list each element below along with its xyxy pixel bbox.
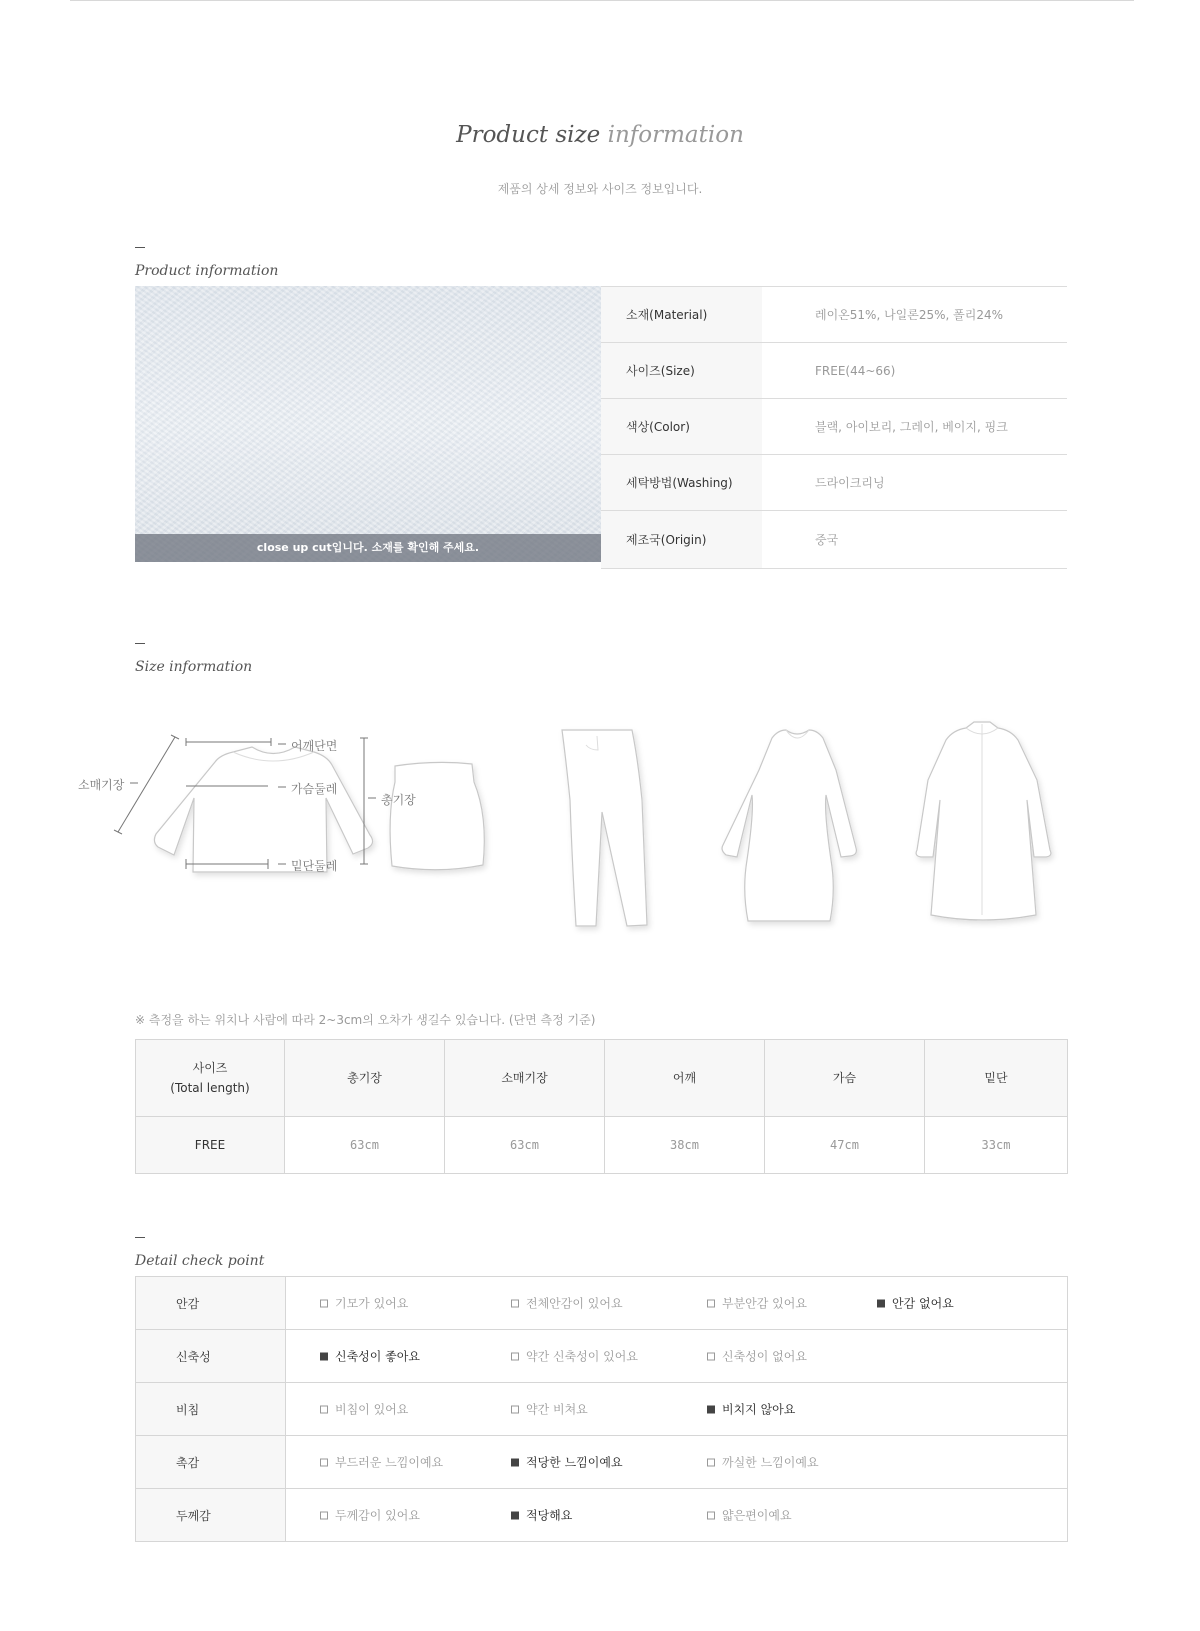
check-option (320, 1348, 420, 1365)
sweater-icon (154, 747, 372, 872)
option-text: 약간 비쳐요 (526, 1402, 588, 1417)
row-label: FREE (136, 1117, 285, 1174)
pants-icon (562, 730, 647, 926)
top-divider (70, 0, 1134, 1)
option-text: 까실한 느낌이예요 (722, 1455, 819, 1470)
check-label: 촉감 (136, 1436, 286, 1489)
option-text: 적당한 느낌이예요 (526, 1455, 623, 1470)
info-row-color (601, 399, 1067, 455)
option-text: 두께감이 있어요 (335, 1508, 420, 1523)
check-options (286, 1277, 1068, 1330)
size-header-line2: (Total length) (170, 1081, 250, 1095)
info-value: 레이온51%, 나일론25%, 폴리24% (762, 287, 1067, 343)
check-option (511, 1295, 623, 1312)
check-row-texture (136, 1436, 1068, 1489)
heading-dash (135, 643, 145, 644)
check-label: 비침 (136, 1383, 286, 1436)
check-option (511, 1507, 572, 1524)
value-total: 63cm (285, 1117, 445, 1174)
checkbox-icon (877, 1299, 885, 1307)
detail-check-label: Detail check point (135, 1253, 265, 1269)
check-options (286, 1383, 1068, 1436)
info-label: 사이즈(Size) (601, 343, 762, 399)
info-label: 소재(Material) (601, 287, 762, 343)
info-row-washing (601, 455, 1067, 511)
checkbox-icon (320, 1511, 328, 1519)
checkbox-icon (511, 1458, 519, 1466)
info-value: FREE(44~66) (762, 343, 1067, 399)
option-text: 기모가 있어요 (335, 1296, 409, 1311)
checkbox-icon (320, 1405, 328, 1413)
page-title (0, 122, 1200, 148)
check-row-thickness (136, 1489, 1068, 1542)
value-hem: 33cm (925, 1117, 1068, 1174)
coat-icon (916, 722, 1051, 920)
check-option (707, 1454, 819, 1471)
check-option (511, 1401, 588, 1418)
closeup-caption: close up cut입니다. 소재를 확인해 주세요. (135, 534, 601, 562)
garment-illustrations (70, 700, 1134, 960)
check-options (286, 1489, 1068, 1542)
value-sleeve: 63cm (445, 1117, 605, 1174)
product-info-table (601, 286, 1067, 569)
measurement-note: ※ 측정을 하는 위치나 사람에 따라 2~3cm의 오차가 생길수 있습니다. (단면 측정 기준) (135, 1013, 596, 1027)
option-text: 비침이 있어요 (335, 1402, 409, 1417)
detail-check-table (135, 1276, 1068, 1542)
col-header-hem: 밑단 (925, 1040, 1068, 1117)
info-value: 블랙, 아이보리, 그레이, 베이지, 핑크 (762, 399, 1067, 455)
checkbox-icon (511, 1352, 519, 1360)
check-row-lining (136, 1277, 1068, 1330)
size-table-row (136, 1117, 1068, 1174)
checkbox-icon (511, 1511, 519, 1519)
info-row-size (601, 343, 1067, 399)
option-text: 안감 없어요 (892, 1296, 954, 1311)
info-label: 색상(Color) (601, 399, 762, 455)
label-total: 총기장 (381, 793, 416, 807)
size-table (135, 1039, 1068, 1174)
page-subtitle: 제품의 상세 정보와 사이즈 정보입니다. (497, 182, 703, 196)
check-option (707, 1401, 795, 1418)
size-info-heading (135, 643, 252, 675)
detail-check-heading (135, 1237, 264, 1269)
checkbox-icon (511, 1405, 519, 1413)
label-sleeve: 소매기장 (78, 778, 125, 792)
checkbox-icon (707, 1299, 715, 1307)
dress-icon (722, 730, 856, 921)
option-text: 적당해요 (526, 1508, 573, 1523)
col-header-sleeve: 소매기장 (445, 1040, 605, 1117)
col-header-total: 총기장 (285, 1040, 445, 1117)
check-option (320, 1295, 408, 1312)
checkbox-icon (320, 1352, 328, 1360)
size-table-header (136, 1040, 1068, 1117)
option-text: 신축성이 좋아요 (335, 1349, 420, 1364)
checkbox-icon (320, 1458, 328, 1466)
info-row-material (601, 287, 1067, 343)
check-option (707, 1295, 807, 1312)
check-option (511, 1454, 623, 1471)
option-text: 약간 신축성이 있어요 (526, 1349, 638, 1364)
option-text: 비치지 않아요 (722, 1402, 796, 1417)
option-text: 얇은편이예요 (722, 1508, 792, 1523)
checkbox-icon (707, 1458, 715, 1466)
col-header-chest: 가슴 (765, 1040, 925, 1117)
size-header-cell (136, 1040, 285, 1117)
heading-dash (135, 1237, 145, 1238)
check-option (320, 1401, 408, 1418)
checkbox-icon (511, 1299, 519, 1307)
info-row-origin (601, 511, 1067, 569)
option-text: 신축성이 없어요 (722, 1349, 807, 1364)
check-row-stretch (136, 1330, 1068, 1383)
skirt-icon (390, 762, 484, 869)
check-label: 신축성 (136, 1330, 286, 1383)
checkbox-icon (320, 1299, 328, 1307)
size-header-line1: 사이즈 (192, 1061, 228, 1075)
heading-dash (135, 247, 145, 248)
page-title-light: information (607, 122, 744, 148)
info-value: 드라이크리닝 (762, 455, 1067, 511)
label-hem: 밑단둘레 (291, 859, 338, 873)
option-text: 전체안감이 있어요 (526, 1296, 623, 1311)
check-options (286, 1330, 1068, 1383)
option-text: 부드러운 느낌이예요 (335, 1455, 444, 1470)
label-shoulder: 어깨단면 (291, 739, 338, 753)
checkbox-icon (707, 1511, 715, 1519)
check-option (511, 1348, 638, 1365)
check-option (707, 1348, 807, 1365)
info-label: 세탁방법(Washing) (601, 455, 762, 511)
check-option (320, 1454, 443, 1471)
check-label: 안감 (136, 1277, 286, 1330)
product-info-label: Product information (135, 263, 279, 279)
info-value: 중국 (762, 511, 1067, 569)
size-diagram (70, 700, 1134, 960)
option-text: 부분안감 있어요 (722, 1296, 807, 1311)
check-option (320, 1507, 420, 1524)
check-label: 두께감 (136, 1489, 286, 1542)
value-chest: 47cm (765, 1117, 925, 1174)
info-label: 제조국(Origin) (601, 511, 762, 569)
checkbox-icon (707, 1352, 715, 1360)
value-shoulder: 38cm (605, 1117, 765, 1174)
page-title-bold: Product size (456, 122, 601, 148)
check-option (707, 1507, 792, 1524)
checkbox-icon (707, 1405, 715, 1413)
col-header-shoulder: 어깨 (605, 1040, 765, 1117)
label-chest: 가슴둘레 (291, 782, 338, 796)
size-info-label: Size information (135, 659, 253, 675)
check-row-sheerness (136, 1383, 1068, 1436)
check-options (286, 1436, 1068, 1489)
closeup-fabric-image (135, 286, 601, 562)
check-option (877, 1295, 954, 1312)
product-info-heading (135, 247, 278, 279)
